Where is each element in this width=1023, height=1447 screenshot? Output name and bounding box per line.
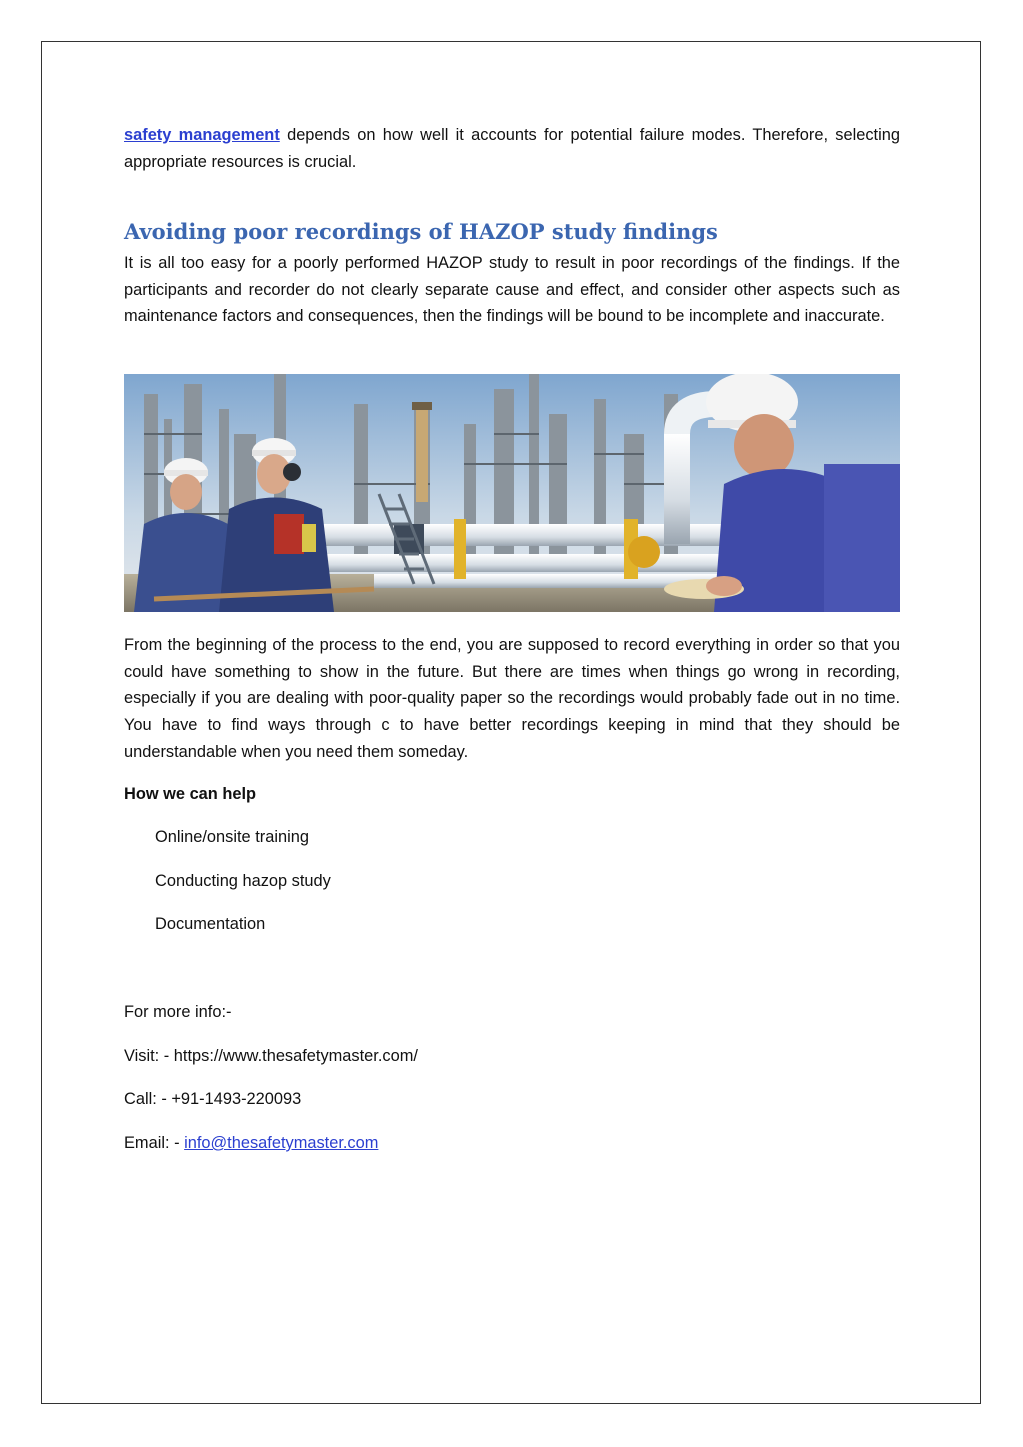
body-paragraph-block [124,632,900,766]
section-paragraph-block [124,250,900,330]
email-link[interactable]: info@thesafetymaster.com [184,1134,379,1152]
intro-paragraph [124,122,900,175]
email-line [124,1134,378,1153]
call-line: Call: - +91-1493-220093 [124,1090,302,1108]
help-block [124,785,900,804]
safety-management-link[interactable]: safety management [124,126,280,144]
email-label: Email: - [124,1134,185,1152]
help-item: Online/onsite training [155,828,309,846]
help-title: How we can help [124,785,257,803]
body-paragraph: From the beginning of the process to the end, you are supposed to record everything in order so that you could have something to show in the future. But there are times when things go wrong in recording, especially if you are dealing with poor-quality paper so the recordings would probably fade out in no time. You have to find ways through c to have better recordings keeping in mind that they should be understandable when you need them someday. [124,636,900,761]
help-item: Conducting hazop study [155,872,331,890]
intro-block [124,122,900,175]
section-heading: Avoiding poor recordings of HAZOP study findings [124,219,718,244]
section-paragraph: It is all too easy for a poorly performed HAZOP study to result in poor recordings of the findings. If the participants and recorder do not clearly separate cause and effect, and consider other aspects such as maintenance factors and consequences, then the findings will be bound to be incomplete and inaccurate. [124,254,900,326]
intro-text: depends on how well it accounts for potential failure modes. Therefore, selecting appropriate resources is crucial. [124,126,900,171]
visit-line: Visit: - https://www.thesafetymaster.com/ [124,1047,418,1065]
plant-workers-photo [124,374,900,612]
more-info-label: For more info:- [124,1003,232,1021]
section-heading-block [124,219,900,245]
help-item: Documentation [155,915,266,933]
